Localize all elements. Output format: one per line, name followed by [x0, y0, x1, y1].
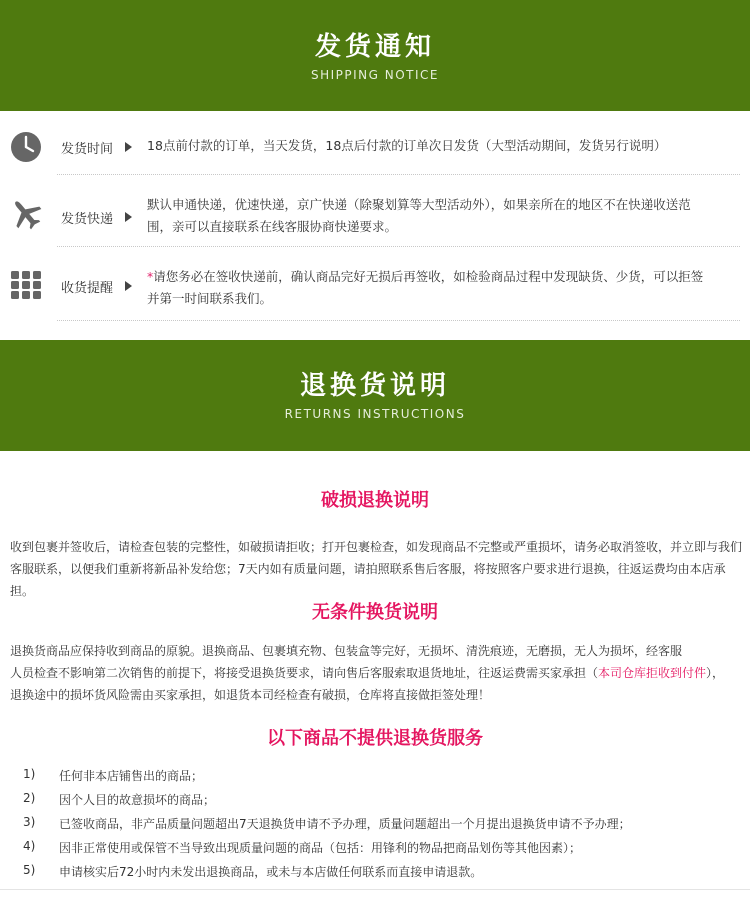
returns-banner — [0, 340, 750, 451]
unconditional-heading: 无条件换货说明 — [312, 602, 438, 623]
damage-heading: 破损退换说明 — [321, 490, 429, 511]
unconditional-text — [10, 640, 745, 706]
list-item: 3) 已签收商品，非产品质量问题超出7天退换货申请不予办理，质量问题超出一个月提出退换货申请不予办理； — [23, 815, 631, 831]
arrow-right-icon — [125, 142, 132, 152]
exclusions-list — [0, 764, 750, 884]
shipping-courier-text: 默认申通快递，优速快递，京广快递（除聚划算等大型活动外），如果亲所在的地区不在快递收送范围，亲可以直接联系在线客服协商快递要求。 — [147, 197, 691, 234]
arrow-right-icon — [125, 212, 132, 222]
shipping-time-text: 18点前付款的订单，当天发货，18点后付款的订单次日发货（大型活动期间，发货另行说明） — [147, 138, 667, 153]
divider — [57, 246, 740, 247]
list-item: 1) 任何非本店铺售出的商品； — [23, 767, 204, 783]
returns-title: 退换货说明 — [299, 371, 450, 401]
airplane-icon — [9, 197, 43, 231]
shipping-title: 发货通知 — [314, 32, 435, 62]
divider — [57, 320, 740, 321]
returns-subtitle: RETURNS INSTRUCTIONS — [284, 407, 466, 421]
required-star: * — [147, 269, 154, 284]
list-item: 5) 申请核实后72小时内未发出退换商品，或未与本店做任何联系而直接申请退款。 — [23, 863, 483, 879]
warehouse-note: 本司仓库拒收到付件 — [598, 666, 707, 680]
shipping-courier-label: 发货快递 — [61, 212, 114, 227]
clock-icon — [9, 130, 43, 164]
shipping-subtitle: SHIPPING NOTICE — [310, 68, 440, 82]
unconditional-line-2: 人员检查不影响第二次销售的前提下，将接受退换货要求，请向售后客服索取退货地址，往返运费需买家承担（本司仓库拒收到付件）， — [10, 666, 725, 680]
divider — [57, 174, 740, 175]
unconditional-line-1: 退换货商品应保持收到商品的原貌。退换商品、包裹填充物、包装盒等完好，无损坏、清洗痕迹，无磨损，无人为损坏，经客服 — [10, 644, 683, 658]
unconditional-line-3: 退换途中的损坏货风险需由买家承担，如退货本司经检查有破损，仓库将直接做拒签处理！ — [10, 688, 491, 702]
grid-icon — [9, 268, 43, 302]
list-item: 4) 因非正常使用或保管不当导致出现质量问题的商品（包括：用锋利的物品把商品划伤等其他因素）； — [23, 839, 582, 855]
shipping-time-label: 发货时间 — [61, 142, 114, 157]
exclusions-heading: 以下商品不提供退换货服务 — [267, 728, 483, 749]
damage-text: 收到包裹并签收后，请检查包装的完整性，如破损请拒收；打开包裹检查，如发现商品不完整或严重损坏，请务必取消签收，并立即与我们客服联系，以便我们重新将新品补发给您；7天内如有质量问题，请拍照联系售后客服，将按照客户要求进行退换，往返运费均由本店承担。 — [10, 540, 743, 598]
list-item: 2) 因个人目的故意损坏的商品； — [23, 791, 216, 807]
shipping-banner — [0, 0, 750, 111]
arrow-right-icon — [125, 281, 132, 291]
shipping-reminder-text: *请您务必在签收快递前，确认商品完好无损后再签收，如检验商品过程中发现缺货、少货，可以拒签并第一时间联系我们。 — [147, 269, 704, 306]
shipping-reminder-label: 收货提醒 — [61, 281, 114, 296]
bottom-divider — [0, 889, 750, 890]
